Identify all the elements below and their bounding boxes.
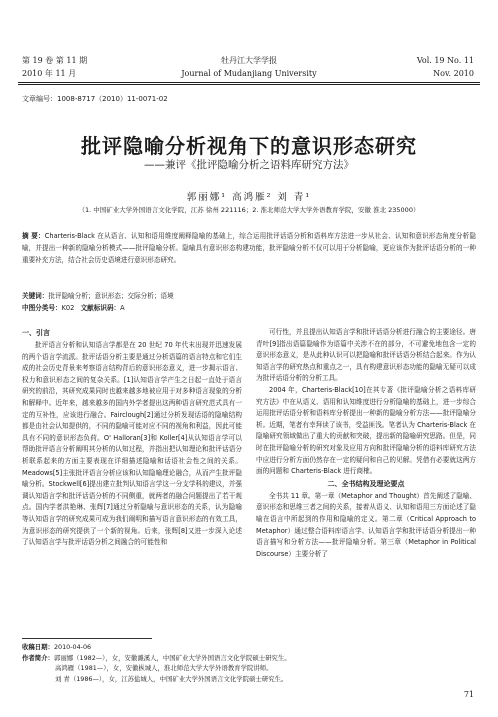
footnote-rule [22, 638, 152, 639]
keywords-text: 批评隐喻分析；意识形态；交际分析；语境 [48, 292, 174, 300]
abstract-label: 摘 要： [22, 232, 45, 240]
header-journal-en: Journal of Mudanjiang University [181, 69, 317, 78]
abstract-text: Charteris-Black 在从语言、认知和语用维度阐释隐喻的基础上，综合运用批评话语分析和语料库方法进一步从社会、认知和意识形态角度分析隐喻，并提出一种新的隐喻分析模式——批评隐喻分析。隐喻具有意识形态构建功能，批评隐喻分析不仅可以用于分析隐喻，更应该作为批评话语分析的一种重要补充方法，结合社会历史语境进行意识形态研究。 [22, 232, 477, 264]
right-column [256, 327, 476, 560]
clc-code: K02 [61, 304, 75, 312]
doc-code: A [120, 304, 125, 312]
clc-label: 中图分类号： [22, 304, 62, 312]
keywords-label: 关键词： [22, 292, 49, 300]
article-title: 批评隐喻分析视角下的意识形态研究 [81, 134, 417, 158]
header-volume-en: Vol. 19 No. 11 [416, 56, 474, 65]
received-value: 2010-04-06 [53, 643, 92, 651]
footnote [22, 642, 291, 684]
authors: 郭丽娜¹ 高鸿雁² 刘 青¹ [186, 192, 312, 203]
header-journal-cn: 牡丹江大学学报 [221, 56, 277, 65]
left-column [22, 327, 242, 549]
header-date-en: Nov. 2010 [433, 69, 474, 78]
doc-code-label: 文献标识码： [80, 304, 121, 312]
author-bio-1 [22, 653, 291, 664]
section-heading-intro: 一、引言 [22, 329, 50, 337]
bio-label: 作者简介： [22, 653, 54, 662]
header-date-cn: 2010 年 11 月 [22, 69, 77, 78]
article-id: 文章编号：1008-8717（2010）11-0071-02 [22, 95, 168, 103]
paragraph: 可行性，并且提出认知语言学和批评话语分析进行融合的主要途径。唐青叶[9]指出语篇隐喻作为语篇中关涉不在的部分，不可避免地包含一定的意识形态意义，是从此种认识可以把隐喻和批评话语分析结合起来。作为认知语言学的研究热点和重点之一，具有构建意识形态功能的隐喻无疑可以成为批评话语分析的分析工具。 [256, 328, 476, 383]
article-subtitle: ——兼评《批评隐喻分析之语料库研究方法》 [144, 159, 354, 171]
section-heading-structure: 二、全书结构及理论要点 [327, 479, 405, 488]
abstract [22, 230, 476, 266]
author-bio-2 [22, 663, 291, 674]
author-bio-3 [22, 674, 291, 685]
paragraph: 批评语言分析和认知语言学都是在 20 世纪 70 年代末出现并迅速发展的两个语言学流派。批评话语分析主要是通过分析语篇的语言特点和它们生成的社会历史背景来考察语言结构背后的意识形态意义，进一步揭示语言、权力和意识形态之间的复杂关系。[1]认知语言学产生之日起一直处于语言研究的前沿，其研究成果同时也越来越多地被应用于对多种语言现象的分析和解释中。近年来，越来越多的国内外学者提出这两种语言研究范式具有一定的互补性，应该进行融合。Fairclough[2]通过分析发现话语的隐喻结构都是由社会认知提供的，不同的隐喻可能对应不同的视角和利益，因此可能具有不同的意识形态负荷。O' Halloran[3]和 Koller[4]从认知语言学可以帮助批评语言分析阐明其分析的认知过程，并指出把认知理论和批评话语分析联系起来的方面主要表现在详细描述隐喻和话语社会性之间的关系。Meadows[5]主张批评语言分析应该和认知隐喻理论融合，从而产生批评隐喻分析。Stockwell[6]提出建立批判认知语言学这一分支学科的建议，并强调认知语言学和批评话语分析的不同侧重，就两者的融合问题提出了若干观点。国内学者洪艳琳、张辉[7]通过分析隐喻与意识形态的关系，认为隐喻等认知语言学的研究成果可成为我们阐明和描写语言意识形态的有效工具，为意识形态的研究提供了一个新的视角。后来，张辉[8]又进一步深入论述了认知语言学与批评话语分析之间融合的可能性和 [22, 341, 242, 547]
paragraph: 2004 年，Charteris-Black[10]在其专著《批评隐喻分析之语料库研究方法》中在从语义、语用和认知维度进行分析隐喻的基础上，进一步综合运用批评话语分析和语料库分析提出一种新的隐喻分析方法——批评隐喻分析。近期，笔者有幸拜读了该书，受益匪浅。笔者认为 Charteris-Black 在隐喻研究领域做出了重大的贡献和突破，提出新的隐喻研究思路。但是，同时在批评隐喻分析的研究对象及应用方向和批评隐喻分析的语料库研究方法中应进行分析方面仍然存在一定的疑问和自己的见解。凭借有必要就这两方面的问题和 Charteris-Black 进行商榷。 [256, 385, 476, 476]
keywords [22, 290, 476, 302]
header-volume-cn: 第 19 卷 第 11 期 [22, 56, 88, 65]
header-rule [18, 82, 480, 83]
received-label: 收稿日期： [22, 643, 54, 651]
page-number: 71 [463, 690, 474, 699]
paragraph: 全书共 11 章。第一章（Metaphor and Thought）首先阐述了隐喻、意识形态和思维三者之间的关系，接着从语义、认知和语用三方面论述了隐喻在语言中所起到的作用和隐喻的定义。第二章（Critical Approach to Metaphor）通过整合语料库语言学、认知语言学和批评话语分析提出一种语言描写和分析方法——批评隐喻分析。第三章（Metaphor in Political Discourse）主要分析了 [256, 491, 476, 558]
bio-text-1: 郭丽娜（1982—），女，安徽濉溪人，中国矿业大学外国语言文化学院硕士研究生。 [53, 653, 291, 662]
header-rule-2 [18, 84, 480, 85]
bio-text-3: 刘 青（1986—），女，江苏盐城人，中国矿业大学外国语言文化学院硕士研究生。 [55, 674, 288, 683]
received-date [22, 642, 291, 653]
bio-text-2: 高鸿雁（1981—），女，安徽枞城人，淮北师范大学大学外语教育学院讲师。 [55, 664, 273, 672]
classification [22, 302, 476, 314]
affiliation: （1. 中国矿业大学外国语言文化学院，江苏 徐州 221116；2. 淮北师范大学大学外语教育学院，安徽 淮北 235000） [78, 206, 420, 214]
